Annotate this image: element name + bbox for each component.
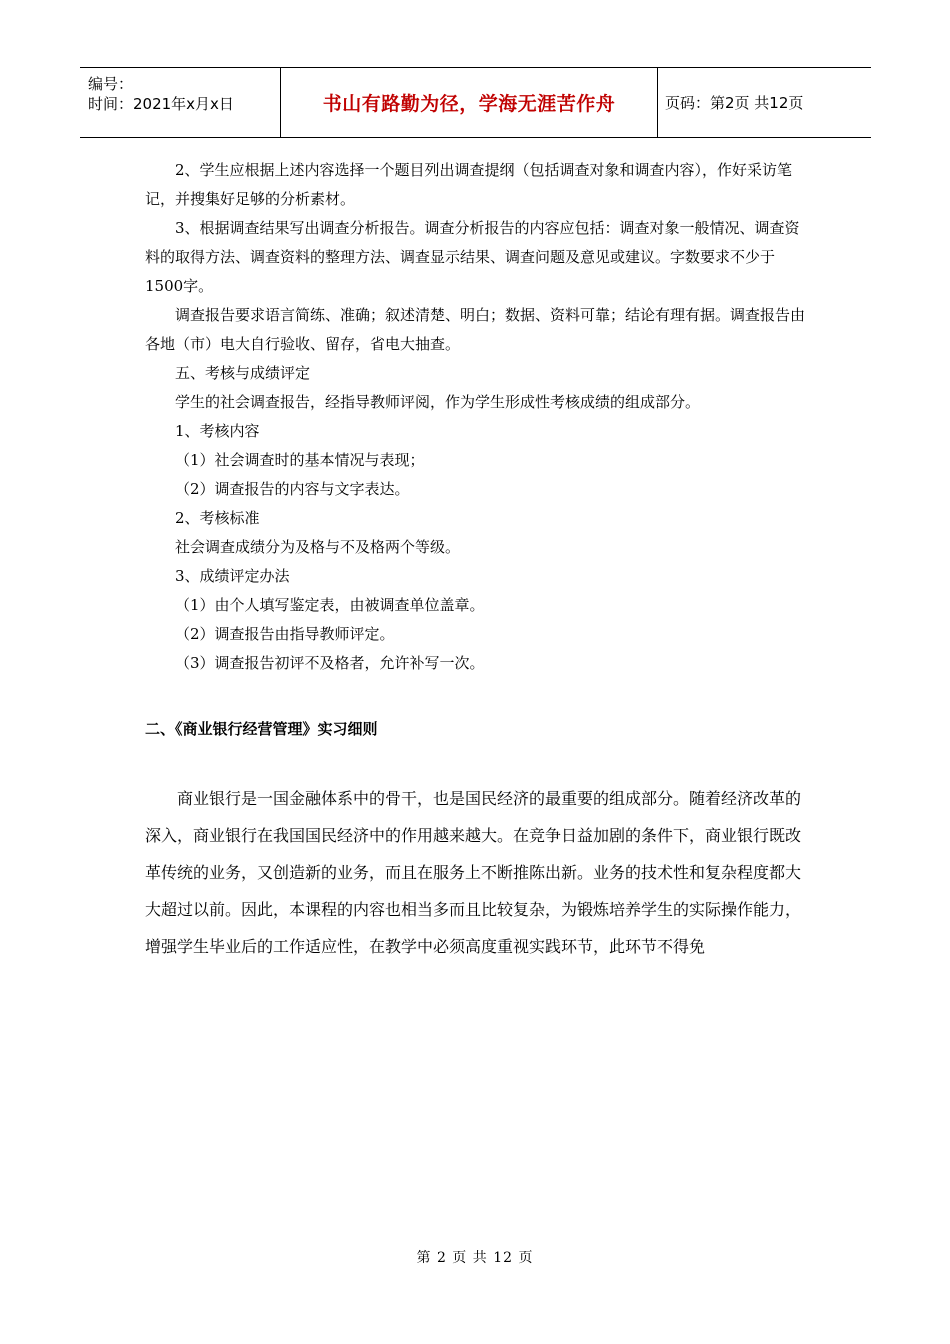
list-item: （2）调查报告由指导教师评定。 (175, 625, 395, 643)
subheading: 3、成绩评定办法 (175, 567, 290, 585)
list-item: （1）社会调查时的基本情况与表现； (175, 451, 425, 469)
page-footer: 第 2 页 共 12 页 (416, 1250, 534, 1266)
list-item: （2）调查报告的内容与文字表达。 (175, 480, 410, 498)
section-heading: 五、考核与成绩评定 (175, 364, 311, 382)
paragraph: 学生的社会调查报告，经指导教师评阅，作为学生形成性考核成绩的组成部分。 (175, 393, 701, 411)
paragraph: 社会调查成绩分为及格与不及格两个等级。 (175, 538, 461, 556)
paragraph: 3、根据调查结果写出调查分析报告。调查分析报告的内容应包括：调查对象一般情况、调查资料的取得方法、调查资料的整理方法、调查显示结果、调查问题及意见或建议。字数要求不少于1500字。 (145, 219, 800, 295)
list-item: （3）调查报告初评不及格者，允许补写一次。 (175, 654, 485, 672)
header-meta (80, 68, 281, 137)
header-motto: 书山有路勤为径，学海无涯苦作舟 (281, 68, 658, 137)
document-body (145, 156, 810, 965)
paragraph: 2、学生应根据上述内容选择一个题目列出调查提纲（包括调查对象和调查内容），作好采访笔记，并搜集好足够的分析素材。 (145, 161, 793, 208)
subheading: 1、考核内容 (175, 422, 260, 440)
header-page-info: 页码：第2页 共12页 (665, 94, 804, 112)
list-item: （1）由个人填写鉴定表，由被调查单位盖章。 (175, 596, 485, 614)
paragraph: 调查报告要求语言简练、准确；叙述清楚、明白；数据、资料可靠；结论有理有据。调查报告由各地（市）电大自行验收、留存，省电大抽查。 (145, 306, 806, 353)
number-label: 编号： (88, 75, 134, 93)
paragraph: 商业银行是一国金融体系中的骨干，也是国民经济的最重要的组成部分。随着经济改革的深入，商业银行在我国国民经济中的作用越来越大。在竞争日益加剧的条件下，商业银行既改革传统的业务，又创造新的业务，而且在服务上不断推陈出新。业务的技术性和复杂程度都大大超过以前。因此，本课程的内容也相当多而且比较复杂，为锻炼培养学生的实际操作能力，增强学生毕业后的工作适应性，在教学中必须高度重视实践环节，此环节不得免 (145, 789, 802, 956)
date-label: 时间：2021年x月x日 (88, 95, 234, 113)
chapter-title: 二、《商业银行经营管理》实习细则 (145, 720, 378, 738)
header-table (80, 67, 871, 138)
subheading: 2、考核标准 (175, 509, 260, 527)
